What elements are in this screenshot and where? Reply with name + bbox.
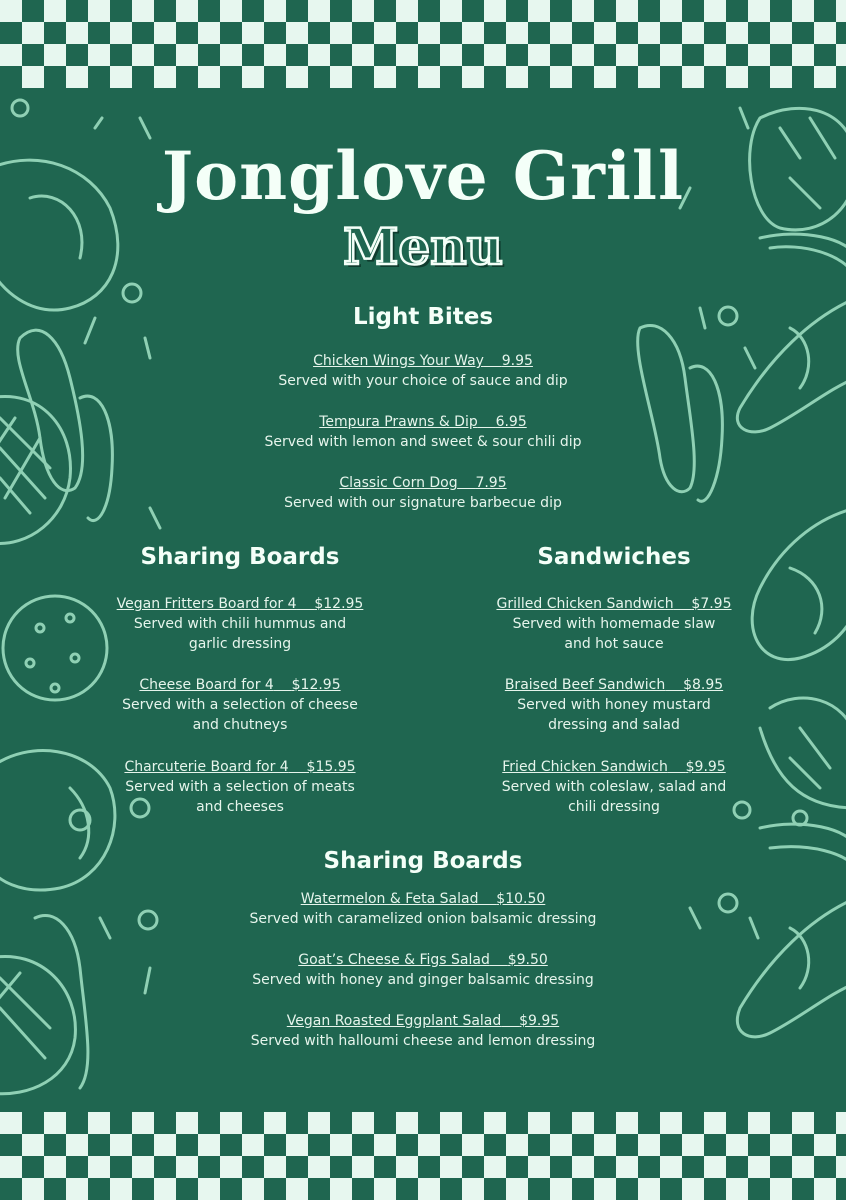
item-description: Served with honey and ginger balsamic dressing [252, 972, 594, 988]
menu-item [0, 950, 846, 990]
menu-item [90, 757, 390, 817]
item-name: Vegan Roasted Eggplant Salad [286, 1013, 502, 1029]
item-name: Vegan Fritters Board for 4 [116, 596, 297, 612]
section-title-sharing-boards: Sharing Boards [140, 544, 340, 570]
item-description: and hot sauce [564, 636, 664, 652]
item-description: chili dressing [568, 799, 660, 815]
item-description: Served with coleslaw, salad and [501, 779, 727, 795]
section-title-sandwiches: Sandwiches [537, 544, 691, 570]
item-price: $9.95 [685, 759, 726, 775]
restaurant-title: Jonglove Grill [161, 137, 685, 215]
item-description: Served with a selection of meats [125, 779, 355, 795]
item-description: dressing and salad [548, 717, 680, 733]
item-name: Chicken Wings Your Way [313, 353, 484, 369]
item-description: Served with chili hummus and [133, 616, 347, 632]
item-description: Served with our signature barbecue dip [284, 495, 562, 511]
item-description: Served with your choice of sauce and dip [278, 373, 568, 389]
item-price: $15.95 [306, 759, 356, 775]
item-description: Served with a selection of cheese [122, 697, 358, 713]
menu-item [90, 675, 390, 735]
item-description: Served with honey mustard [517, 697, 711, 713]
section-title-salads: Sharing Boards [323, 848, 523, 874]
item-description: Served with halloumi cheese and lemon dressing [250, 1033, 596, 1049]
menu-item [464, 757, 764, 817]
item-name: Goat’s Cheese & Figs Salad [298, 952, 490, 968]
item-name: Fried Chicken Sandwich [502, 759, 668, 775]
item-name: Grilled Chicken Sandwich [496, 596, 674, 612]
item-price: 9.95 [501, 353, 533, 369]
item-price: $9.95 [519, 1013, 560, 1029]
item-price: $12.95 [314, 596, 364, 612]
item-price: $7.95 [691, 596, 732, 612]
menu-item [0, 412, 846, 452]
item-name: Classic Corn Dog [339, 475, 458, 491]
item-name: Cheese Board for 4 [139, 677, 274, 693]
item-description: Served with lemon and sweet & sour chili dip [264, 434, 582, 450]
item-price: 6.95 [495, 414, 527, 430]
item-price: $10.50 [496, 891, 546, 907]
item-description: Served with caramelized onion balsamic dressing [249, 911, 597, 927]
section-title-light-bites: Light Bites [352, 304, 494, 330]
menu-item [0, 351, 846, 391]
item-name: Tempura Prawns & Dip [319, 414, 478, 430]
item-description: Served with homemade slaw [512, 616, 716, 632]
menu-item [0, 473, 846, 513]
item-price: 7.95 [475, 475, 507, 491]
item-price: $8.95 [683, 677, 724, 693]
menu-item [0, 1011, 846, 1051]
item-price: $9.50 [507, 952, 548, 968]
menu-item [90, 594, 390, 654]
item-name: Braised Beef Sandwich [504, 677, 666, 693]
item-name: Watermelon & Feta Salad [300, 891, 479, 907]
item-description: and cheeses [196, 799, 284, 815]
item-description: and chutneys [192, 717, 288, 733]
menu-item [464, 594, 764, 654]
menu-subtitle: Menu [343, 217, 503, 276]
item-name: Charcuterie Board for 4 [124, 759, 289, 775]
menu-item [0, 889, 846, 929]
item-description: garlic dressing [188, 636, 292, 652]
item-price: $12.95 [291, 677, 341, 693]
menu-item [464, 675, 764, 735]
